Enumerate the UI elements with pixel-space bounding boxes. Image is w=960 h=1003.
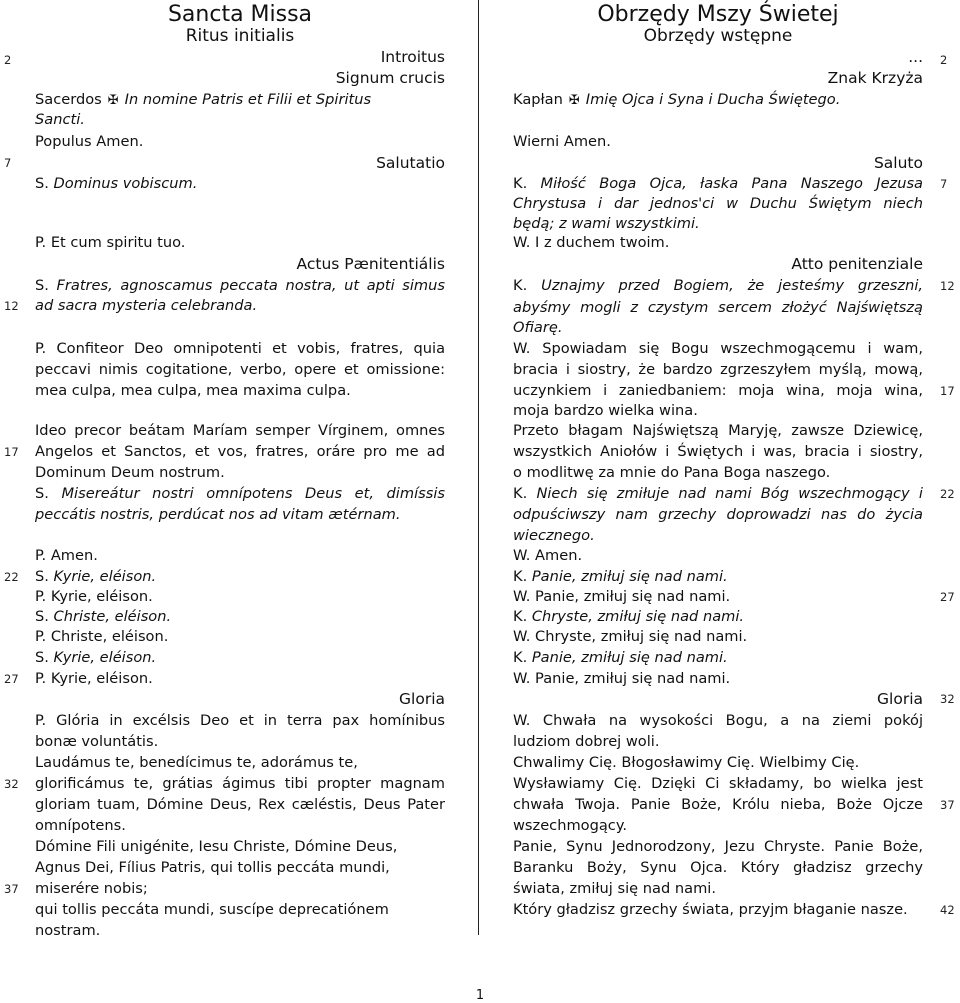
misereatur-line: [35, 484, 445, 504]
speaker-label: K.: [513, 649, 528, 666]
wierni-label: Wierni: [513, 133, 560, 150]
niech-line-2: odpuściwszy nam grzechy doprowadzi nas do życia: [513, 506, 923, 523]
speaker-label: P.: [35, 234, 47, 251]
speaker-label: S.: [35, 485, 49, 502]
christe-s: [35, 607, 445, 627]
speaker-label: K.: [513, 568, 528, 585]
verse-text: Misereátur nostri omnípotens Deus et, dimíssis: [61, 485, 445, 502]
speaker-label: P.: [35, 340, 47, 357]
kaplan-line: [513, 90, 923, 111]
spowiadam-line-4: moja bardzo wielka wina.: [513, 402, 698, 419]
response-text: Panie, zmiłuj się nad nami.: [535, 670, 731, 687]
response-text: I z duchem twoim.: [535, 234, 670, 251]
misereatur-cont: peccátis nostris, perdúcat nos ad vitam ætérnam.: [35, 506, 401, 523]
speaker-label: W.: [513, 547, 531, 564]
speaker-label: W.: [513, 588, 531, 605]
line-number: 7: [4, 156, 12, 170]
verse-text: Miłość Boga Ojca, łaska Pana Naszego Jezusa: [540, 175, 924, 192]
i-z-duchem-line: [513, 233, 923, 253]
spowiadam-line-1: [513, 339, 923, 359]
line-number: 22: [940, 487, 955, 501]
speaker-label: S.: [35, 568, 49, 585]
polish-subtitle: Obrzędy wstępne: [643, 26, 793, 46]
response-text: Chwała na wysokości Bogu, a na ziemi pokój: [542, 712, 923, 729]
populus-label: Populus: [35, 133, 92, 150]
latin-title: Sancta Missa: [167, 2, 313, 27]
ideo-line-3: Dominum Deum nostrum.: [35, 464, 225, 481]
speaker-label: P.: [35, 628, 47, 645]
gloria-line-5: gloriam tuam, Dómine Deus, Rex cæléstis, Deus Pater: [35, 796, 445, 813]
speaker-label: K.: [513, 277, 528, 294]
wierni-text: Amen.: [563, 133, 611, 150]
kyrie-s-2: [35, 648, 445, 668]
panie-k-1: [513, 567, 923, 587]
line-number: 12: [4, 299, 19, 313]
et-cum-line: [35, 233, 445, 253]
gloria-line-2: bonæ voluntátis.: [35, 733, 159, 750]
verse-text: Niech się zmiłuje nad nami Bóg wszechmogący i: [536, 485, 923, 502]
speaker-label: W.: [513, 712, 531, 729]
speaker-label: K.: [513, 175, 528, 192]
latin-subtitle: Ritus initialis: [185, 26, 295, 46]
response-text: Confiteor Deo omnipotenti et vobis, fratres, quia: [56, 340, 446, 357]
gloria-line-11: nostram.: [35, 922, 101, 939]
kyrie-p-1: [35, 587, 445, 607]
gloria-line-10: qui tollis peccáta mundi, suscípe deprecatiónem: [35, 901, 389, 918]
saluto-heading: Saluto: [873, 154, 923, 172]
speaker-label: S.: [35, 608, 49, 625]
gloria-heading: Gloria: [399, 690, 445, 708]
populus-text: Amen.: [96, 133, 144, 150]
sacerdos-line: [35, 90, 445, 111]
response-text: Et cum spiritu tuo.: [50, 234, 186, 251]
line-number: 37: [940, 798, 955, 812]
milosc-line-2: Chrystusa i dar jednos'ci w Duchu Świętym niech: [513, 195, 923, 212]
chwala-line-1: [513, 711, 923, 731]
panie-k-2: [513, 648, 923, 668]
line-number: 27: [940, 590, 955, 604]
przeto-line-1: Przeto błagam Najświętszą Maryję, zawsze Dziewicę,: [513, 422, 923, 439]
response-text: Amen.: [535, 547, 583, 564]
speaker-label: P.: [35, 712, 47, 729]
gloria-line-8: Agnus Dei, Fílius Patris, qui tollis peccáta mundi,: [35, 859, 390, 876]
znak-heading: Znak Krzyża: [827, 69, 923, 87]
panie-w-1: [513, 587, 923, 607]
amen-line: [35, 546, 445, 566]
speaker-label: W.: [513, 628, 531, 645]
chwala-line-7: Panie, Synu Jednorodzony, Jezu Chryste. Panie Boże,: [513, 838, 923, 855]
gloria-line-7: Dómine Fili unigénite, Iesu Christe, Dómine Deus,: [35, 838, 398, 855]
salutatio-heading: Salutatio: [376, 154, 445, 172]
przeto-line-2: wszystkich Aniołów i Świętych i was, bracia i siostry,: [513, 443, 923, 460]
gloria-line-1: [35, 711, 445, 731]
dominus-line: [35, 174, 445, 194]
spowiadam-line-2: bracia i siostry, że bardzo zgrzeszyłem myślą, mową,: [513, 361, 923, 378]
speaker-label: W.: [513, 234, 531, 251]
verse-text: Kyrie, eléison.: [53, 649, 157, 666]
uznajmy-line-2: abyśmy mogli z czystym sercem złożyć Najświętszą: [513, 299, 923, 316]
actus-heading: Actus Pænitentiális: [296, 255, 445, 273]
kaplan-label: Kapłan: [513, 91, 563, 108]
verse-text: Fratres, agnoscamus peccata nostra, ut apti simus: [56, 277, 445, 294]
line-number: 12: [940, 279, 955, 293]
speaker-label: P.: [35, 670, 47, 687]
przeto-line-3: o modlitwę za mnie do Pana Boga naszego.: [513, 464, 831, 481]
chwala-line-9: świata, zmiłuj się nad nami.: [513, 880, 716, 897]
populus-line: [35, 132, 445, 152]
polish-title: Obrzędy Mszy Świetej: [597, 2, 839, 27]
response-text: Chryste, zmiłuj się nad nami.: [535, 628, 748, 645]
spowiadam-line-3: uczynkiem i zaniedbaniem: moja wina, moja wina,: [513, 382, 923, 399]
speaker-label: W.: [513, 670, 531, 687]
chryste-w: [513, 627, 923, 647]
amen-line: [513, 546, 923, 566]
signum-crucis-heading: Signum crucis: [335, 69, 445, 87]
kyrie-p-2: [35, 669, 445, 689]
verse-text: Christe, eléison.: [53, 608, 172, 625]
column-divider: [478, 0, 479, 935]
speaker-label: K.: [513, 485, 528, 502]
gloria-line-4: glorificámus te, grátias ágimus tibi propter magnam: [35, 775, 445, 792]
response-text: Spowiadam się Bogu wszechmogącemu i wam,: [542, 340, 924, 357]
chwala-line-3: Chwalimy Cię. Błogosławimy Cię. Wielbimy Cię.: [513, 754, 860, 771]
speaker-label: K.: [513, 608, 528, 625]
line-number: 17: [940, 384, 955, 398]
line-number: 42: [940, 903, 955, 917]
fratres-cont: ad sacra mysteria celebranda.: [35, 297, 258, 314]
ideo-line-2: Angelos et Sanctos, et vos, fratres, oráre pro me ad: [35, 443, 445, 460]
line-number: 32: [4, 777, 19, 791]
line-number: 27: [4, 672, 19, 686]
line-number: 2: [4, 53, 12, 67]
ellipsis-heading: ...: [908, 48, 923, 66]
line-number: 2: [940, 53, 948, 67]
uznajmy-line-1: [513, 276, 923, 296]
verse-text: Dominus vobiscum.: [53, 175, 198, 192]
uznajmy-line-3: Ofiarę.: [513, 319, 563, 336]
verse-text: Kyrie, eléison.: [53, 568, 157, 585]
response-text: Panie, zmiłuj się nad nami.: [535, 588, 731, 605]
cross-icon: ✠: [107, 93, 119, 108]
ideo-line-1: Ideo precor beátam Maríam semper Vírginem, omnes: [35, 422, 445, 439]
confiteor-line-3: mea culpa, mea culpa, mea maxima culpa.: [35, 382, 351, 399]
introitus-heading: Introitus: [380, 48, 445, 66]
milosc-line-1: [513, 174, 923, 194]
gloria-line-6: omnípotens.: [35, 817, 126, 834]
confiteor-line-1: [35, 339, 445, 359]
panie-w-2: [513, 669, 923, 689]
verse-text: Uznajmy przed Bogiem, że jesteśmy grzeszni,: [541, 277, 924, 294]
confiteor-line-2: peccavi nimis cogitatione, verbo, opere et omissione:: [35, 361, 445, 378]
page-number: 1: [475, 988, 485, 1003]
chwala-line-6: wszechmogący.: [513, 817, 628, 834]
response-text: Glória in excélsis Deo et in terra pax homínibus: [56, 712, 445, 729]
in-nomine-text: In nomine Patris et Filii et Spiritus: [124, 91, 372, 108]
response-text: Kyrie, eléison.: [50, 670, 153, 687]
chryste-k: [513, 607, 923, 627]
gloria-heading: Gloria: [877, 690, 923, 708]
gloria-line-9: miserére nobis;: [35, 880, 148, 897]
response-text: Christe, eléison.: [50, 628, 169, 645]
line-number: 32: [940, 692, 955, 706]
kyrie-s-1: [35, 567, 445, 587]
chwala-line-8: Baranku Boży, Synu Ojca. Który gładzisz grzechy: [513, 859, 923, 876]
line-number: 7: [940, 177, 948, 191]
chwala-line-5: chwała Twoja. Panie Boże, Królu nieba, Boże Ojcze: [513, 796, 923, 813]
speaker-label: S.: [35, 277, 49, 294]
cross-icon: ✠: [568, 93, 580, 108]
verse-text: Panie, zmiłuj się nad nami.: [531, 649, 728, 666]
fratres-line: [35, 276, 445, 296]
chwala-line-2: ludziom dobrej woli.: [513, 733, 660, 750]
gloria-line-3: Laudámus te, benedícimus te, adorámus te,: [35, 754, 358, 771]
atto-heading: Atto penitenziale: [791, 255, 923, 273]
wierni-line: [513, 132, 923, 152]
speaker-label: S.: [35, 649, 49, 666]
in-nomine-cont: Sancti.: [35, 111, 85, 128]
verse-text: Chryste, zmiłuj się nad nami.: [531, 608, 745, 625]
niech-line-3: wiecznego.: [513, 527, 595, 544]
speaker-label: W.: [513, 340, 531, 357]
response-text: Kyrie, eléison.: [50, 588, 153, 605]
imie-text: Imię Ojca i Syna i Ducha Świętego.: [585, 91, 841, 108]
line-number: 22: [4, 570, 19, 584]
speaker-label: S.: [35, 175, 49, 192]
line-number: 37: [4, 882, 19, 896]
verse-text: Panie, zmiłuj się nad nami.: [531, 568, 728, 585]
milosc-line-3: będą; z wami wszystkimi.: [513, 215, 700, 232]
response-text: Amen.: [50, 547, 98, 564]
sacerdos-label: Sacerdos: [35, 91, 102, 108]
christe-p: [35, 627, 445, 647]
niech-line-1: [513, 484, 923, 504]
speaker-label: P.: [35, 547, 47, 564]
line-number: 17: [4, 445, 19, 459]
chwala-line-10: Który gładzisz grzechy świata, przyjm błaganie nasze.: [513, 901, 908, 918]
chwala-line-4: Wysławiamy Cię. Dzięki Ci składamy, bo wielka jest: [513, 775, 923, 792]
speaker-label: P.: [35, 588, 47, 605]
